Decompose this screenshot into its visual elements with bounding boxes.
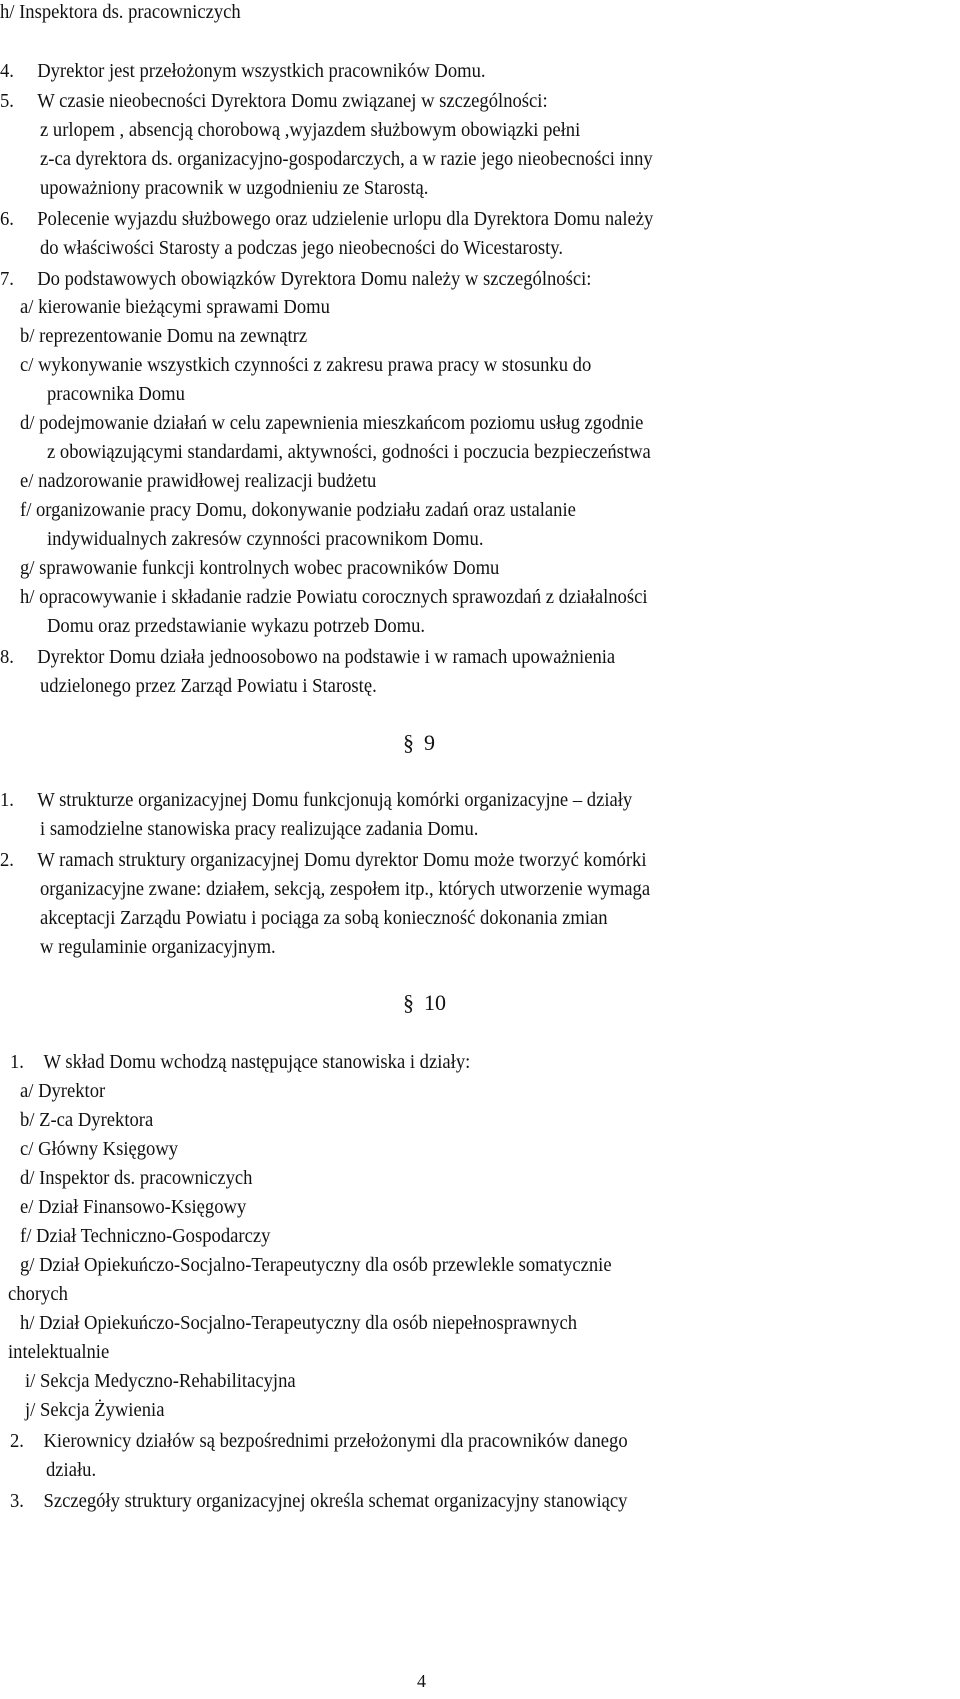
unit-g-line-1: g/ Dział Opiekuńczo-Socjalno-Terapeutyczny dla osób przewlekle somatycznie [20,1254,612,1276]
sec9-item-1-line-1: W strukturze organizacyjnej Domu funkcjonują komórki organizacyjne – działy [37,789,633,811]
item-7-text: Do podstawowych obowiązków Dyrektora Domu należy w szczególności: [37,268,592,290]
duty-b: b/ reprezentowanie Domu na zewnątrz [20,325,308,347]
sec9-item-1 [0,788,632,812]
sec9-item-2-line-1: W ramach struktury organizacyjnej Domu dyrektor Domu może tworzyć komórki [37,849,647,871]
unit-f: f/ Dział Techniczno-Gospodarczy [20,1225,271,1247]
section-10-sign: § [403,990,414,1015]
unit-i: i/ Sekcja Medyczno-Rehabilitacyjna [25,1370,296,1392]
item-7 [0,267,591,291]
item-5-line-1: W czasie nieobecności Dyrektora Domu związanej w szczególności: [37,90,548,112]
item-8-number: 8. [0,646,14,668]
sec10-item-3-line-1: Szczegóły struktury organizacyjnej określa schemat organizacyjny stanowiący [43,1490,628,1512]
unit-e: e/ Dział Finansowo-Księgowy [20,1196,247,1218]
sec9-item-2-number: 2. [0,849,14,871]
unit-d: d/ Inspektor ds. pracowniczych [20,1167,253,1189]
unit-c: c/ Główny Księgowy [20,1138,179,1160]
duty-a: a/ kierowanie bieżącymi sprawami Domu [20,296,330,318]
sec10-item-1-number: 1. [10,1051,24,1073]
item-5-line-3: z-ca dyrektora ds. organizacyjno-gospodarczych, a w razie jego nieobecności inny [40,148,653,170]
duty-e: e/ nadzorowanie prawidłowej realizacji budżetu [20,470,377,492]
sec10-item-3 [10,1489,627,1513]
item-6 [0,207,653,231]
item-4-text: Dyrektor jest przełożonym wszystkich pracowników Domu. [37,60,486,82]
section-9-sign: § [403,730,414,755]
section-10-number: 10 [424,990,446,1015]
duty-d-line-2: z obowiązującymi standardami, aktywności, godności i poczucia bezpieczeństwa [47,441,651,463]
page-number: 4 [417,1671,426,1691]
item-5-line-4: upoważniony pracownik w uzgodnieniu ze Starostą. [40,177,429,199]
sec10-item-1 [10,1050,470,1074]
duty-h-line-1: h/ opracowywanie i składanie radzie Powiatu corocznych sprawozdań z działalności [20,586,648,608]
sec9-item-2 [0,848,647,872]
unit-h-line-1: h/ Dział Opiekuńczo-Socjalno-Terapeutyczny dla osób niepełnosprawnych [20,1312,578,1334]
sec10-item-2 [10,1429,628,1453]
item-5-number: 5. [0,90,14,112]
sec9-item-2-line-3: akceptacji Zarządu Powiatu i pociąga za sobą konieczność dokonania zmian [40,907,608,929]
item-4-number: 4. [0,60,14,82]
sec10-item-2-line-2: działu. [46,1459,97,1481]
item-5 [0,89,548,113]
duty-c-line-2: pracownika Domu [47,383,185,405]
unit-h-line-2: intelektualnie [8,1341,110,1363]
item-8-line-2: udzielonego przez Zarząd Powiatu i Starostę. [40,675,377,697]
unit-b: b/ Z-ca Dyrektora [20,1109,154,1131]
duty-h-line-2: Domu oraz przedstawianie wykazu potrzeb Domu. [47,615,426,637]
unit-a: a/ Dyrektor [20,1080,106,1102]
item-8-line-1: Dyrektor Domu działa jednoosobowo na podstawie i w ramach upoważnienia [37,646,616,668]
sec10-item-2-line-1: Kierownicy działów są bezpośrednimi przełożonymi dla pracowników danego [43,1430,628,1452]
section-10-heading [403,990,446,1016]
sec10-item-3-number: 3. [10,1490,24,1512]
duty-f-line-2: indywidualnych zakresów czynności pracownikom Domu. [47,528,484,550]
item-4 [0,59,486,83]
sec9-item-1-line-2: i samodzielne stanowiska pracy realizujące zadania Domu. [40,818,479,840]
unit-j: j/ Sekcja Żywienia [25,1399,165,1421]
item-6-line-1: Polecenie wyjazdu służbowego oraz udzielenie urlopu dla Dyrektora Domu należy [37,208,654,230]
duty-g: g/ sprawowanie funkcji kontrolnych wobec pracowników Domu [20,557,500,579]
item-7-number: 7. [0,268,14,290]
sec10-item-2-number: 2. [10,1430,24,1452]
sec10-item-1-text: W skład Domu wchodzą następujące stanowiska i działy: [43,1051,471,1073]
sec9-item-1-number: 1. [0,789,14,811]
sec9-item-2-line-2: organizacyjne zwane: działem, sekcją, zespołem itp., których utworzenie wymaga [40,878,651,900]
duty-f-line-1: f/ organizowanie pracy Domu, dokonywanie podziału zadań oraz ustalanie [20,499,576,521]
item-6-number: 6. [0,208,14,230]
item-5-line-2: z urlopem , absencją chorobową ,wyjazdem służbowym obowiązki pełni [40,119,581,141]
item-8 [0,645,615,669]
duty-c-line-1: c/ wykonywanie wszystkich czynności z zakresu prawa pracy w stosunku do [20,354,592,376]
top-item: h/ Inspektora ds. pracowniczych [0,1,241,23]
item-6-line-2: do właściwości Starosty a podczas jego nieobecności do Wicestarosty. [40,237,564,259]
section-9-heading [403,730,435,756]
duty-d-line-1: d/ podejmowanie działań w celu zapewnienia mieszkańcom poziomu usług zgodnie [20,412,644,434]
sec9-item-2-line-4: w regulaminie organizacyjnym. [40,936,276,958]
section-9-number: 9 [424,730,435,755]
unit-g-line-2: chorych [8,1283,68,1305]
